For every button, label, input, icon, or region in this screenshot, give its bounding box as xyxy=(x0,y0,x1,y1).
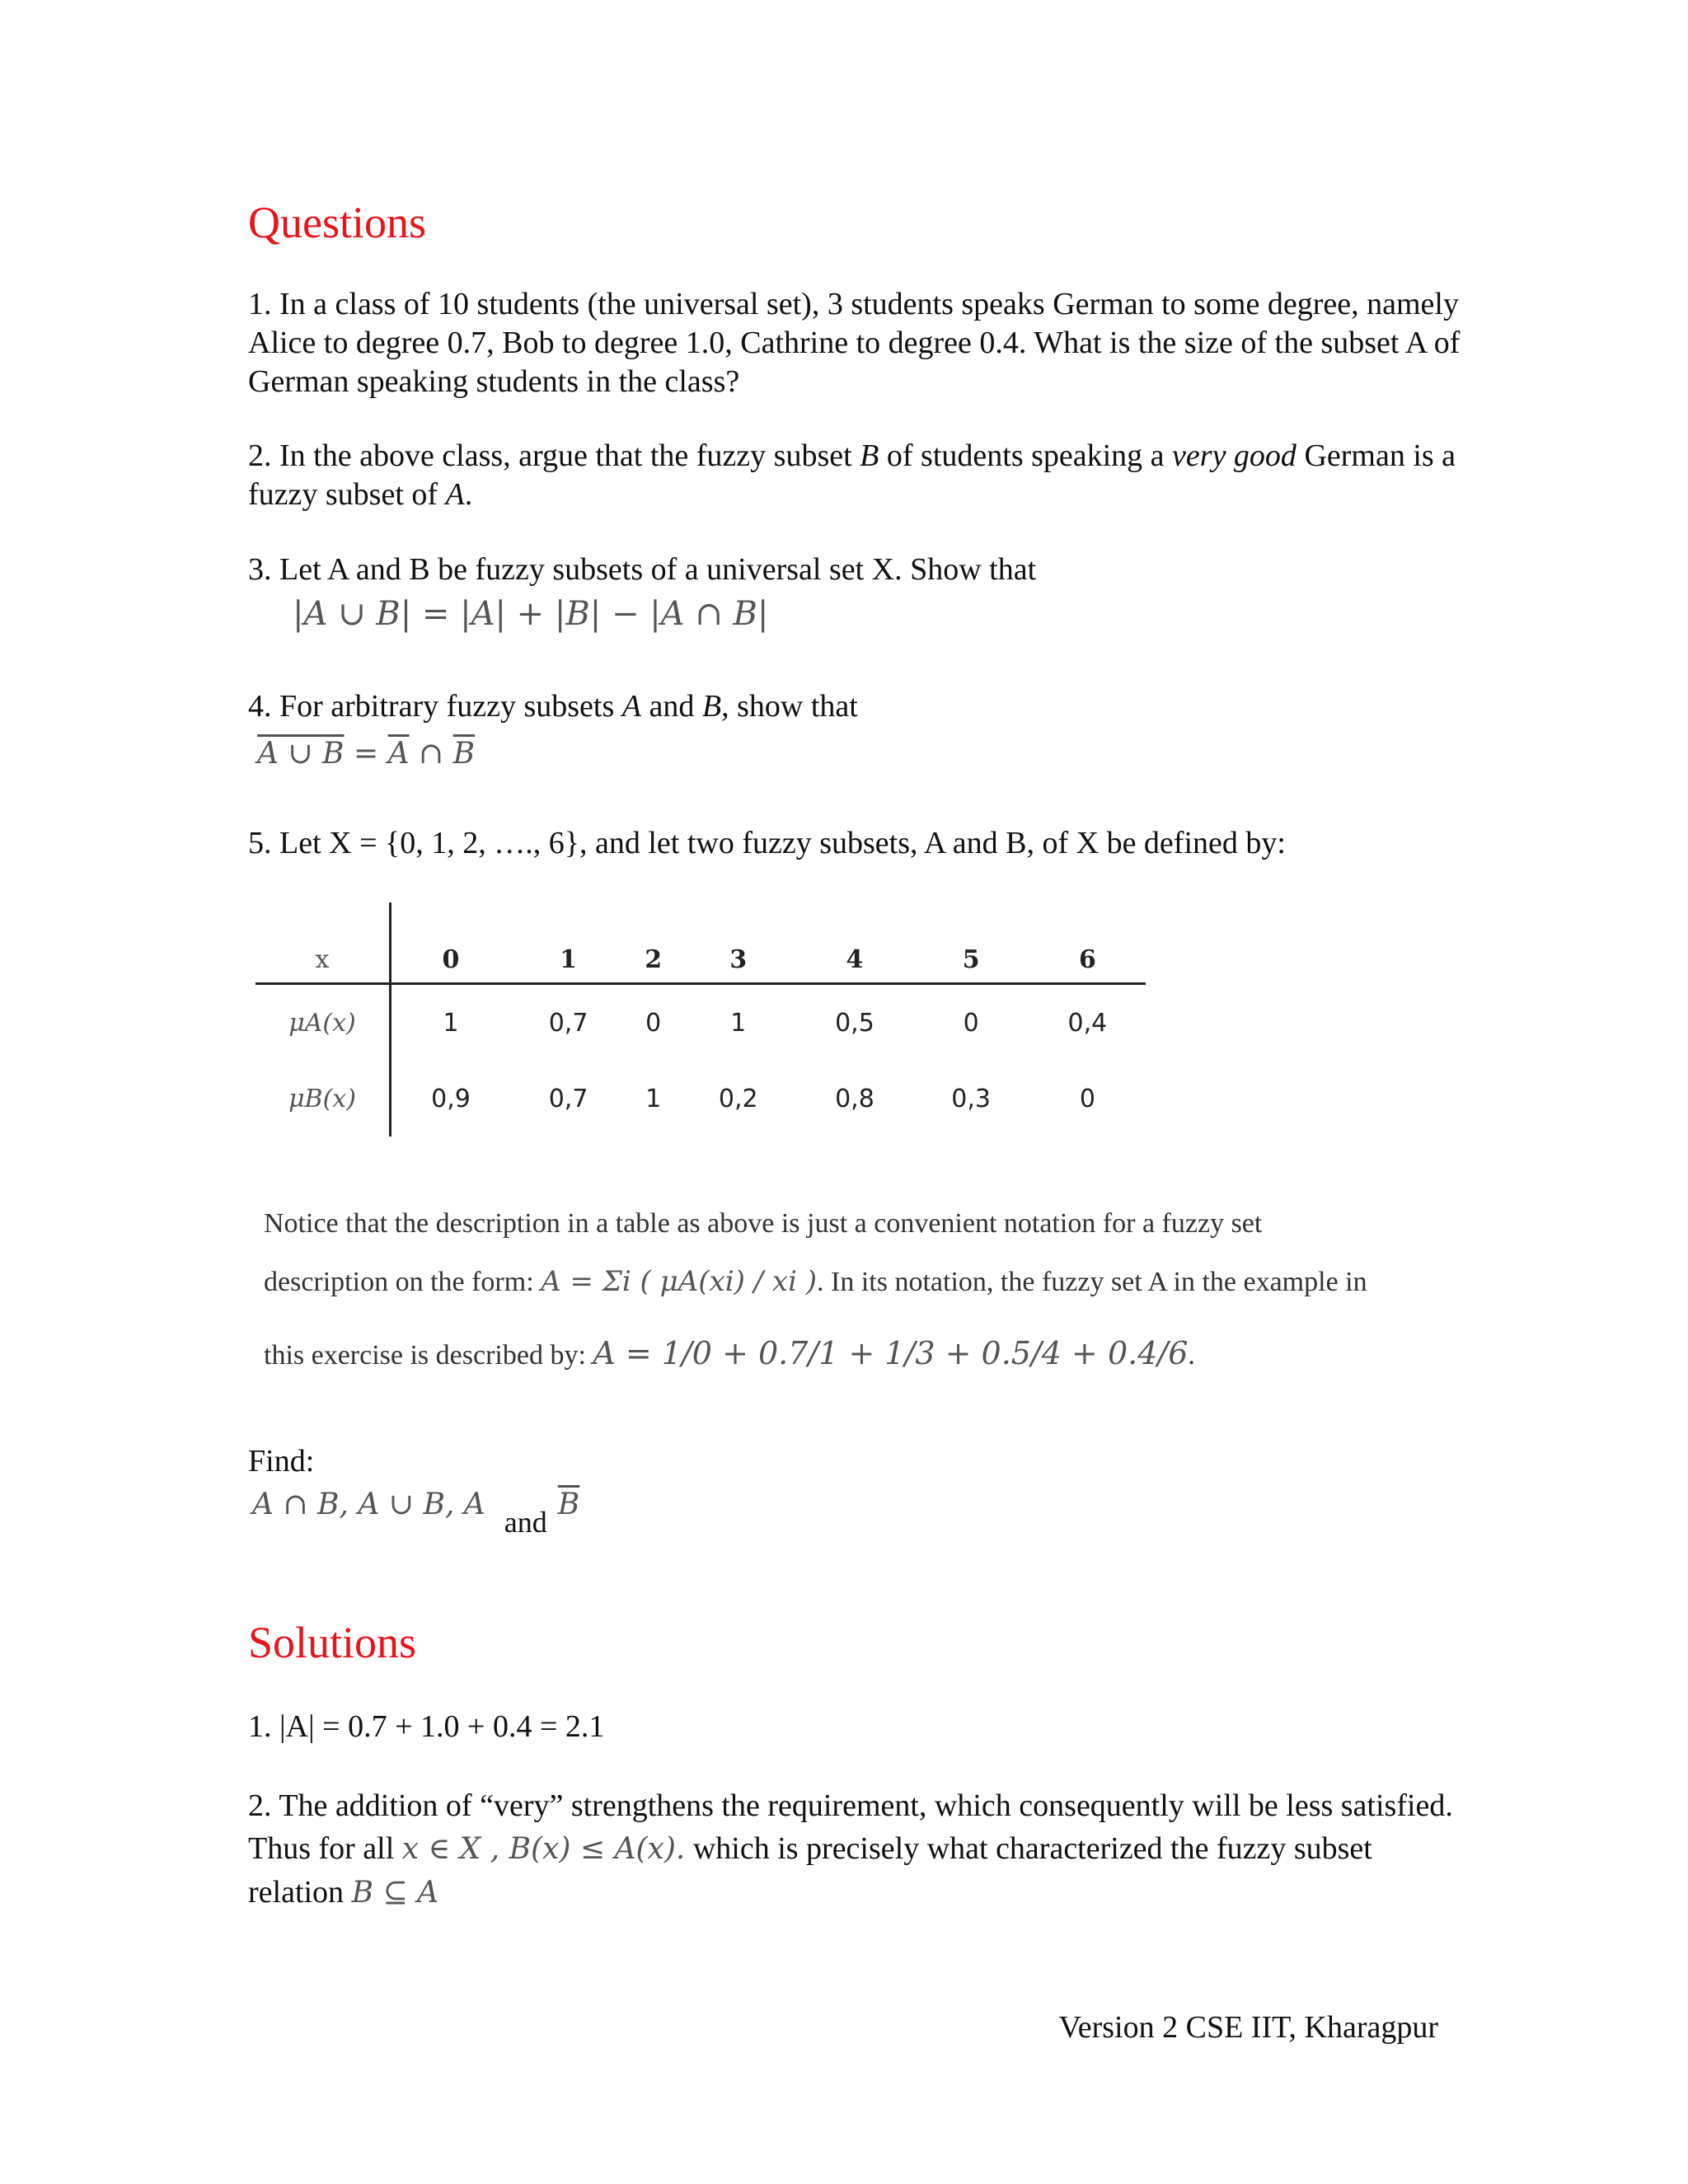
question-4-formula: A ∪ $B = \overline{A}$ ∩ $\overline{B}$ xyxy=(257,737,476,771)
questions-heading: Questions xyxy=(248,198,426,247)
question-1 xyxy=(248,285,1468,401)
table-cell: 0,7 xyxy=(548,1008,588,1038)
notation-note-line-3: this exercise is described by: A = 1/0 + 0.7/1 + 1/3 + 0.5/4 + 0.4/6. xyxy=(264,1335,1195,1371)
table-cell: 0,9 xyxy=(431,1084,471,1113)
find-label: Find: xyxy=(248,1444,315,1479)
table-cell: 1 xyxy=(730,1008,747,1038)
membership-table xyxy=(256,902,1146,1141)
table-header-cell: 5 xyxy=(913,902,1029,984)
solutions-heading: Solutions xyxy=(248,1618,417,1667)
solution-2-formula-1: x ∈ X , B(x) ≤ A(x). xyxy=(401,1832,686,1866)
question-3 xyxy=(248,551,1468,589)
question-3-text: 3. Let A and B be fuzzy subsets of a universal set X. Show that xyxy=(248,552,1037,587)
solution-1: 1. |A| = 0.7 + 1.0 + 0.4 = 2.1 xyxy=(248,1709,605,1744)
set-a-formula: A = 1/0 + 0.7/1 + 1/3 + 0.5/4 + 0.4/6 xyxy=(593,1335,1189,1371)
table-row xyxy=(256,984,1146,1062)
membership-table-grid xyxy=(256,902,1146,1137)
table-header-cell: 3 xyxy=(680,902,796,984)
question-5-text: 5. Let X = {0, 1, 2, …., 6}, and let two fuzzy subsets, A and B, of X be defined by: xyxy=(248,826,1286,860)
table-cell: 0,8 xyxy=(835,1084,874,1113)
solution-2 xyxy=(248,1784,1468,1915)
table-header-cell: 0 xyxy=(391,902,510,984)
table-header-cell: 1 xyxy=(510,902,626,984)
question-5 xyxy=(248,824,1468,863)
table-cell: 0,4 xyxy=(1067,1008,1108,1038)
question-1-text: 1. In a class of 10 students (the universal set), 3 students speaks German to some degree, namely Alice to degree 0.7, Bob to degree 1.0, Cathrine to degree 0.4. What is the size of the subset A of German speaking students in the class? xyxy=(248,287,1461,399)
page-footer: Version 2 CSE IIT, Kharagpur xyxy=(1058,2010,1438,2045)
notation-note-line-2: description on the form: A = Σi ( μA(xi) / xi ). In its notation, the fuzzy set A in the example in xyxy=(264,1265,1367,1298)
table-cell: 0,5 xyxy=(835,1008,874,1038)
table-row xyxy=(256,1061,1146,1137)
table-cell: 1 xyxy=(645,1084,662,1113)
table-cell: 0 xyxy=(1079,1084,1095,1113)
question-3-formula: |A ∪ B| = |A| + |B| − |A ∩ B| xyxy=(293,595,769,633)
table-header-cell: 2 xyxy=(626,902,680,984)
table-cell: 0,7 xyxy=(548,1084,588,1113)
table-header-x: x xyxy=(256,902,391,984)
table-header-cell: 6 xyxy=(1029,902,1146,984)
question-2 xyxy=(248,437,1468,514)
solution-2-formula-2: B ⊆ A xyxy=(351,1876,439,1910)
row-label-mu-a: μA(x) xyxy=(256,984,391,1062)
solution-2-text: 2. The addition of “very” strengthens the requirement, which consequently will be less satisfied. Thus for all x ∈ X , B(x) ≤ A(x). which is precisely what characterized the fuzzy subset relation B ⊆ A xyxy=(248,1788,1453,1910)
row-label-mu-b: μB(x) xyxy=(256,1061,391,1137)
question-2-text: 2. In the above class, argue that the fuzzy subset B of students speaking a very good German is a fuzzy subset of A. xyxy=(248,438,1456,512)
question-4 xyxy=(248,687,1468,726)
table-cell: 1 xyxy=(443,1008,459,1038)
table-cell: 0,3 xyxy=(951,1084,991,1113)
table-cell: 0 xyxy=(645,1008,662,1038)
sum-notation-formula: A = Σi ( μA(xi) / xi ) xyxy=(541,1265,818,1298)
table-header-row xyxy=(256,902,1146,984)
question-4-text: 4. For arbitrary fuzzy subsets A and B, show that xyxy=(248,689,858,724)
table-header-cell: 4 xyxy=(796,902,912,984)
table-cell: 0,2 xyxy=(718,1084,758,1113)
find-formula: A ∩ B, A ∪ B, A and $\overline{B}$ xyxy=(252,1488,580,1539)
notation-note xyxy=(264,1205,1434,1375)
notation-note-line-1: Notice that the description in a table as above is just a convenient notation for a fuzzy set xyxy=(264,1208,1263,1239)
table-cell: 0 xyxy=(963,1008,979,1038)
